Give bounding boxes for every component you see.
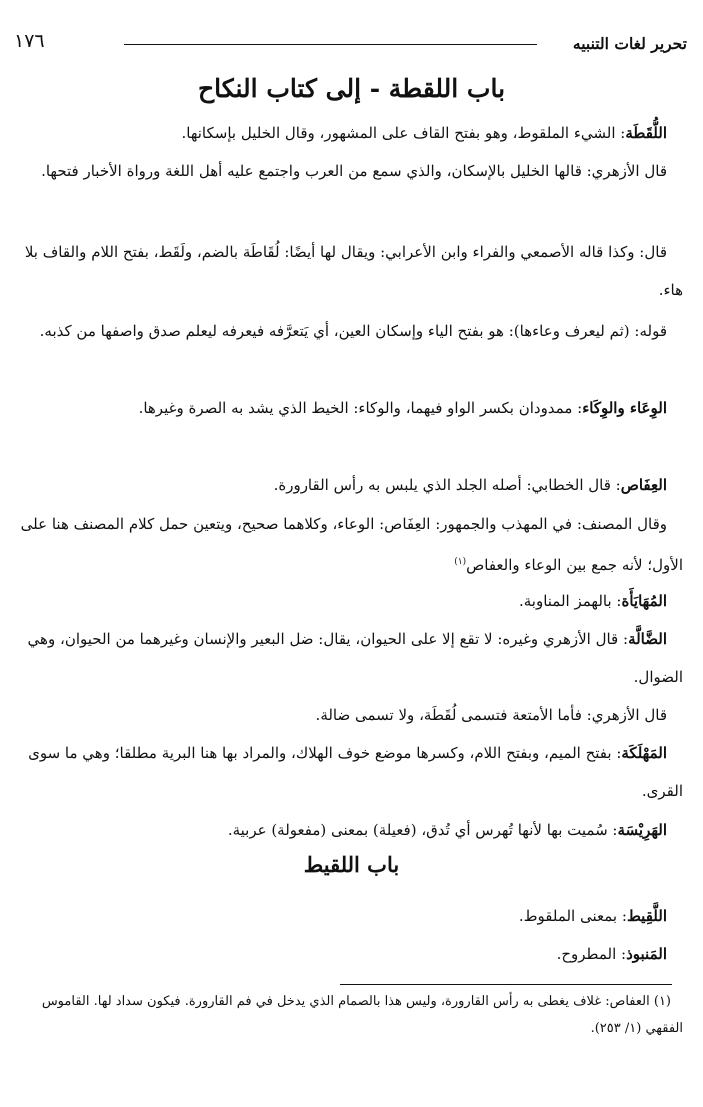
entry-term: المُهَايَأَة [621, 592, 667, 610]
entry-harisa [18, 811, 683, 849]
entry-musannif [18, 505, 683, 584]
entry-text: : قال الخطابي: أصله الجلد الذي يلبس به رأس القارورة. [273, 476, 621, 494]
entry-wiaa-wikaa [18, 389, 683, 427]
entry-muhayaa [18, 582, 683, 620]
entry-term: اللَّقِيط [626, 907, 667, 925]
entry-text: قال: وكذا قاله الأصمعي والفراء وابن الأعرابي: ويقال لها أيضًا: لُقَاطَة بالضم، ولَقَط، بفتح اللام والقاف بلا هاء. [24, 243, 683, 299]
entry-term: الضَّالَّة [628, 630, 667, 648]
entry-term: الوِعَاء والوِكَاء [582, 399, 667, 417]
entry-manbuz [18, 935, 683, 973]
entry-term: اللُّقَطَة [625, 124, 667, 142]
entry-ifas [18, 466, 683, 504]
entry-text: : قال الأزهري وغيره: لا تقع إلا على الحيوان، يقال: ضل البعير والإنسان وغيرهما من الحيوان، وهي الضوال. [27, 630, 683, 686]
footnote-rule [340, 984, 672, 985]
entry-term: الهَرِيْسَة [617, 821, 667, 839]
entry-text: : بمعنى الملقوط. [518, 907, 627, 925]
entry-term: المَنبوذ [626, 945, 667, 963]
running-head-title: تحرير لغات التنبيه [572, 34, 687, 53]
entry-mahlaka [18, 734, 683, 810]
entry-term: العِفَاص [620, 476, 667, 494]
entry-text: وقال المصنف: في المهذب والجمهور: العِفَاص: الوعاء، وكلاهما صحيح، ويتعين حمل كلام المصنف هنا على الأول؛ لأنه جمع بين الوعاء والعفاص [20, 515, 683, 574]
page-number: ١٧٦ [14, 30, 45, 52]
entry-text: : ممدودان بكسر الواو فيهما، والوكاء: الخيط الذي يشد به الصرة وغيرها. [138, 399, 583, 417]
entry-luqata [18, 114, 683, 152]
entry-amtia [18, 696, 683, 734]
entry-text: : بفتح الميم، وبفتح اللام، وكسرها موضع خوف الهلاك، والمراد بها هنا البرية مطلقا؛ وهي ما سوى القرى. [28, 744, 683, 800]
entry-text: قوله: (ثم ليعرف وعاءها): هو بفتح الياء وإسكان العين، أي يَتعرَّفه فيعرفه ليعلم صدق واصفها من كذبه. [39, 322, 667, 340]
entry-text: : الشيء الملقوط، وهو بفتح القاف على المشهور، وقال الخليل بإسكانها. [181, 124, 626, 142]
running-head [14, 30, 687, 60]
entry-text: قال الأزهري: قالها الخليل بالإسكان، والذي سمع من العرب واجتمع عليه أهل اللغة ورواة الأخبار فتحها. [41, 162, 667, 180]
entry-text: : بالهمز المناوبة. [518, 592, 622, 610]
chapter-heading: باب اللقطة - إلى كتاب النكاح [197, 74, 506, 103]
entry-laqit [18, 897, 683, 935]
entry-wiaaha [18, 312, 683, 350]
footnote: (١) العفاص: غلاف يغطى به رأس القارورة، وليس هذا بالصمام الذي يدخل في فم القارورة. فيكون سداد لها. القاموس الفقهي (١/ ٢٥٣). [41, 994, 683, 1036]
entry-text: : سُميت بها لأنها تُهرس أي تُدق، (فعيلة) بمعنى (مفعولة) عربية. [227, 821, 618, 839]
entry-asmai-quote [18, 233, 683, 309]
entry-dalla [18, 620, 683, 696]
section-heading: باب اللقيط [303, 852, 400, 877]
running-head-rule [124, 44, 537, 45]
footnote-ref: (١) [454, 557, 467, 567]
entry-azhari-quote [18, 152, 683, 190]
entry-text: : المطروح. [556, 945, 627, 963]
entry-term: المَهْلَكَة [621, 744, 667, 762]
entry-text: قال الأزهري: فأما الأمتعة فتسمى لُقَطَة، ولا تسمى ضالة. [315, 706, 667, 724]
